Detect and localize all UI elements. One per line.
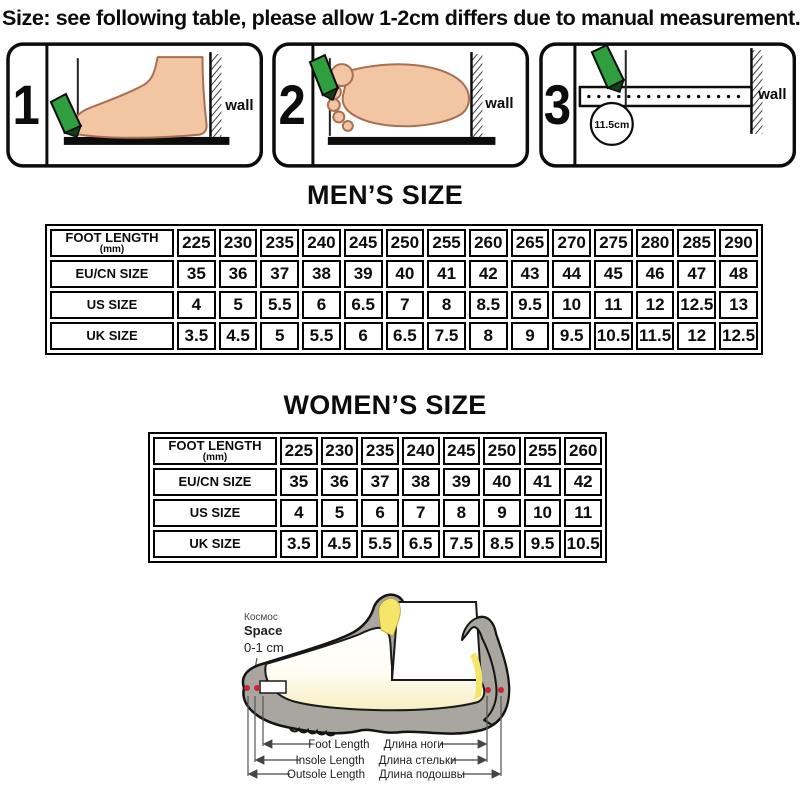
measurement-callout: [591, 103, 633, 145]
size-cell: 235: [260, 229, 299, 257]
foot-length-dimension: [264, 739, 486, 751]
size-cell: 39: [344, 260, 383, 288]
size-cell: 45: [594, 260, 633, 288]
size-cell: 36: [219, 260, 258, 288]
size-cell: 250: [386, 229, 425, 257]
size-cell: 230: [219, 229, 258, 257]
size-table-row: [153, 437, 602, 465]
size-cell: 230: [321, 437, 359, 465]
size-table-row: [153, 499, 602, 527]
panel-number: 1: [12, 74, 40, 137]
wall-icon: [210, 52, 221, 137]
size-cell: 285: [677, 229, 716, 257]
size-cell: 9.5: [511, 291, 550, 319]
size-cell: 5: [321, 499, 359, 527]
size-cell: 6.5: [402, 530, 440, 558]
foot-top-icon: [327, 64, 469, 131]
size-cell: 39: [443, 468, 481, 496]
size-cell: 13: [719, 291, 758, 319]
measure-step-3-panel: [539, 42, 796, 168]
size-table-row: [50, 322, 758, 350]
insole-length-dimension: [256, 755, 486, 767]
size-cell: 245: [344, 229, 383, 257]
wall-label: wall: [485, 94, 514, 112]
size-cell: 9: [483, 499, 521, 527]
measure-step-2-panel: [272, 42, 529, 168]
wall-label: wall: [757, 86, 787, 104]
svg-text:0-1 cm: 0-1 cm: [244, 640, 284, 655]
size-cell: 8: [469, 322, 508, 350]
svg-text:Outsole LengthДлина подошвы: Outsole Length Длина подошвы: [287, 769, 465, 781]
size-cell: 4: [177, 291, 216, 319]
size-cell: 8: [427, 291, 466, 319]
size-cell: 275: [594, 229, 633, 257]
heel-point-dot: [485, 687, 491, 693]
size-cell: 11: [564, 499, 602, 527]
row-label: EU/CN SIZE: [50, 260, 174, 288]
size-cell: 9.5: [524, 530, 562, 558]
mens-size-table: [45, 224, 763, 355]
size-cell: 8: [443, 499, 481, 527]
size-cell: 225: [177, 229, 216, 257]
size-cell: 44: [552, 260, 591, 288]
row-label: EU/CN SIZE: [153, 468, 277, 496]
womens-size-table: [148, 432, 607, 563]
size-cell: 6.5: [386, 322, 425, 350]
womens-size-title: WOMEN’S SIZE: [283, 390, 487, 420]
size-cell: 265: [511, 229, 550, 257]
svg-text:Foot LengthДлина ноги: Foot Length Длина ноги: [308, 739, 444, 751]
size-cell: 38: [302, 260, 341, 288]
size-cell: 240: [402, 437, 440, 465]
size-cell: 12.5: [677, 291, 716, 319]
size-table-row: [153, 468, 602, 496]
row-label: US SIZE: [50, 291, 174, 319]
size-cell: 225: [280, 437, 318, 465]
size-cell: 4.5: [219, 322, 258, 350]
outsole-length-dimension: [249, 769, 500, 781]
size-cell: 8.5: [483, 530, 521, 558]
size-table-row: [50, 291, 758, 319]
size-cell: 6: [344, 322, 383, 350]
size-cell: 5: [260, 322, 299, 350]
size-cell: 5.5: [361, 530, 399, 558]
size-cell: 5.5: [260, 291, 299, 319]
size-cell: 7.5: [443, 530, 481, 558]
size-cell: 280: [636, 229, 675, 257]
size-cell: 10.5: [594, 322, 633, 350]
size-cell: 12.5: [719, 322, 758, 350]
size-cell: 11: [594, 291, 633, 319]
size-cell: 260: [564, 437, 602, 465]
toe-point-dot: [254, 685, 260, 691]
size-cell: 240: [302, 229, 341, 257]
size-cell: 47: [677, 260, 716, 288]
size-cell: 3.5: [280, 530, 318, 558]
size-cell: 6: [361, 499, 399, 527]
row-label: UK SIZE: [153, 530, 277, 558]
mens-size-title: MEN’S SIZE: [306, 180, 464, 210]
size-cell: 255: [427, 229, 466, 257]
size-cell: 235: [361, 437, 399, 465]
measure-instruction-panels: [6, 42, 796, 168]
svg-text:Космос: Космос: [244, 612, 278, 623]
size-cell: 37: [260, 260, 299, 288]
size-cell: 250: [483, 437, 521, 465]
size-cell: 8.5: [469, 291, 508, 319]
toe-point-dot: [244, 685, 250, 691]
size-cell: 43: [511, 260, 550, 288]
size-cell: 245: [443, 437, 481, 465]
size-cell: 3.5: [177, 322, 216, 350]
size-cell: 6.5: [344, 291, 383, 319]
insole-front-notch: [260, 681, 286, 693]
row-label: FOOT LENGTH (mm): [153, 437, 277, 465]
size-cell: 40: [483, 468, 521, 496]
size-cell: 35: [177, 260, 216, 288]
size-table-row: [50, 229, 758, 257]
size-cell: 4: [280, 499, 318, 527]
size-cell: 290: [719, 229, 758, 257]
size-cell: 5: [219, 291, 258, 319]
size-cell: 10: [524, 499, 562, 527]
size-cell: 12: [636, 291, 675, 319]
size-cell: 12: [677, 322, 716, 350]
row-label: FOOT LENGTH (mm): [50, 229, 174, 257]
heel-point-dot: [498, 687, 504, 693]
size-cell: 5.5: [302, 322, 341, 350]
row-label: US SIZE: [153, 499, 277, 527]
size-cell: 7: [402, 499, 440, 527]
size-cell: 36: [321, 468, 359, 496]
size-cell: 42: [564, 468, 602, 496]
size-cell: 11.5: [636, 322, 675, 350]
panel-number: 2: [278, 74, 307, 137]
size-notice-header: Size: see following table, please allow 1-2cm differs due to manual measurement.: [2, 6, 800, 30]
size-cell: 4.5: [321, 530, 359, 558]
size-cell: 38: [402, 468, 440, 496]
size-cell: 48: [719, 260, 758, 288]
wall-icon: [472, 52, 483, 137]
size-cell: 42: [469, 260, 508, 288]
measure-value-label: 11.5cm: [593, 119, 629, 131]
row-label: UK SIZE: [50, 322, 174, 350]
size-cell: 35: [280, 468, 318, 496]
size-table-row: [50, 260, 758, 288]
size-cell: 255: [524, 437, 562, 465]
measure-step-1-panel: [6, 42, 263, 168]
svg-text:Space: Space: [244, 623, 283, 638]
shoe-cross-section-icon: [243, 595, 509, 736]
size-cell: 46: [636, 260, 675, 288]
size-cell: 41: [427, 260, 466, 288]
size-cell: 9.5: [552, 322, 591, 350]
panel-number: 3: [543, 74, 571, 137]
size-cell: 10.5: [564, 530, 602, 558]
size-cell: 6: [302, 291, 341, 319]
size-cell: 41: [524, 468, 562, 496]
size-cell: 10: [552, 291, 591, 319]
size-cell: 7: [386, 291, 425, 319]
size-cell: 270: [552, 229, 591, 257]
size-cell: 7.5: [427, 322, 466, 350]
size-cell: 40: [386, 260, 425, 288]
size-cell: 260: [469, 229, 508, 257]
wall-label: wall: [225, 96, 254, 114]
svg-text:Insole LengthДлина стельки: Insole Length Длина стельки: [295, 755, 457, 767]
size-table-row: [153, 530, 602, 558]
leg: [392, 602, 481, 680]
size-cell: 9: [511, 322, 550, 350]
floor-bar-icon: [328, 137, 496, 145]
shoe-measurement-diagram: [140, 580, 660, 800]
size-cell: 37: [361, 468, 399, 496]
